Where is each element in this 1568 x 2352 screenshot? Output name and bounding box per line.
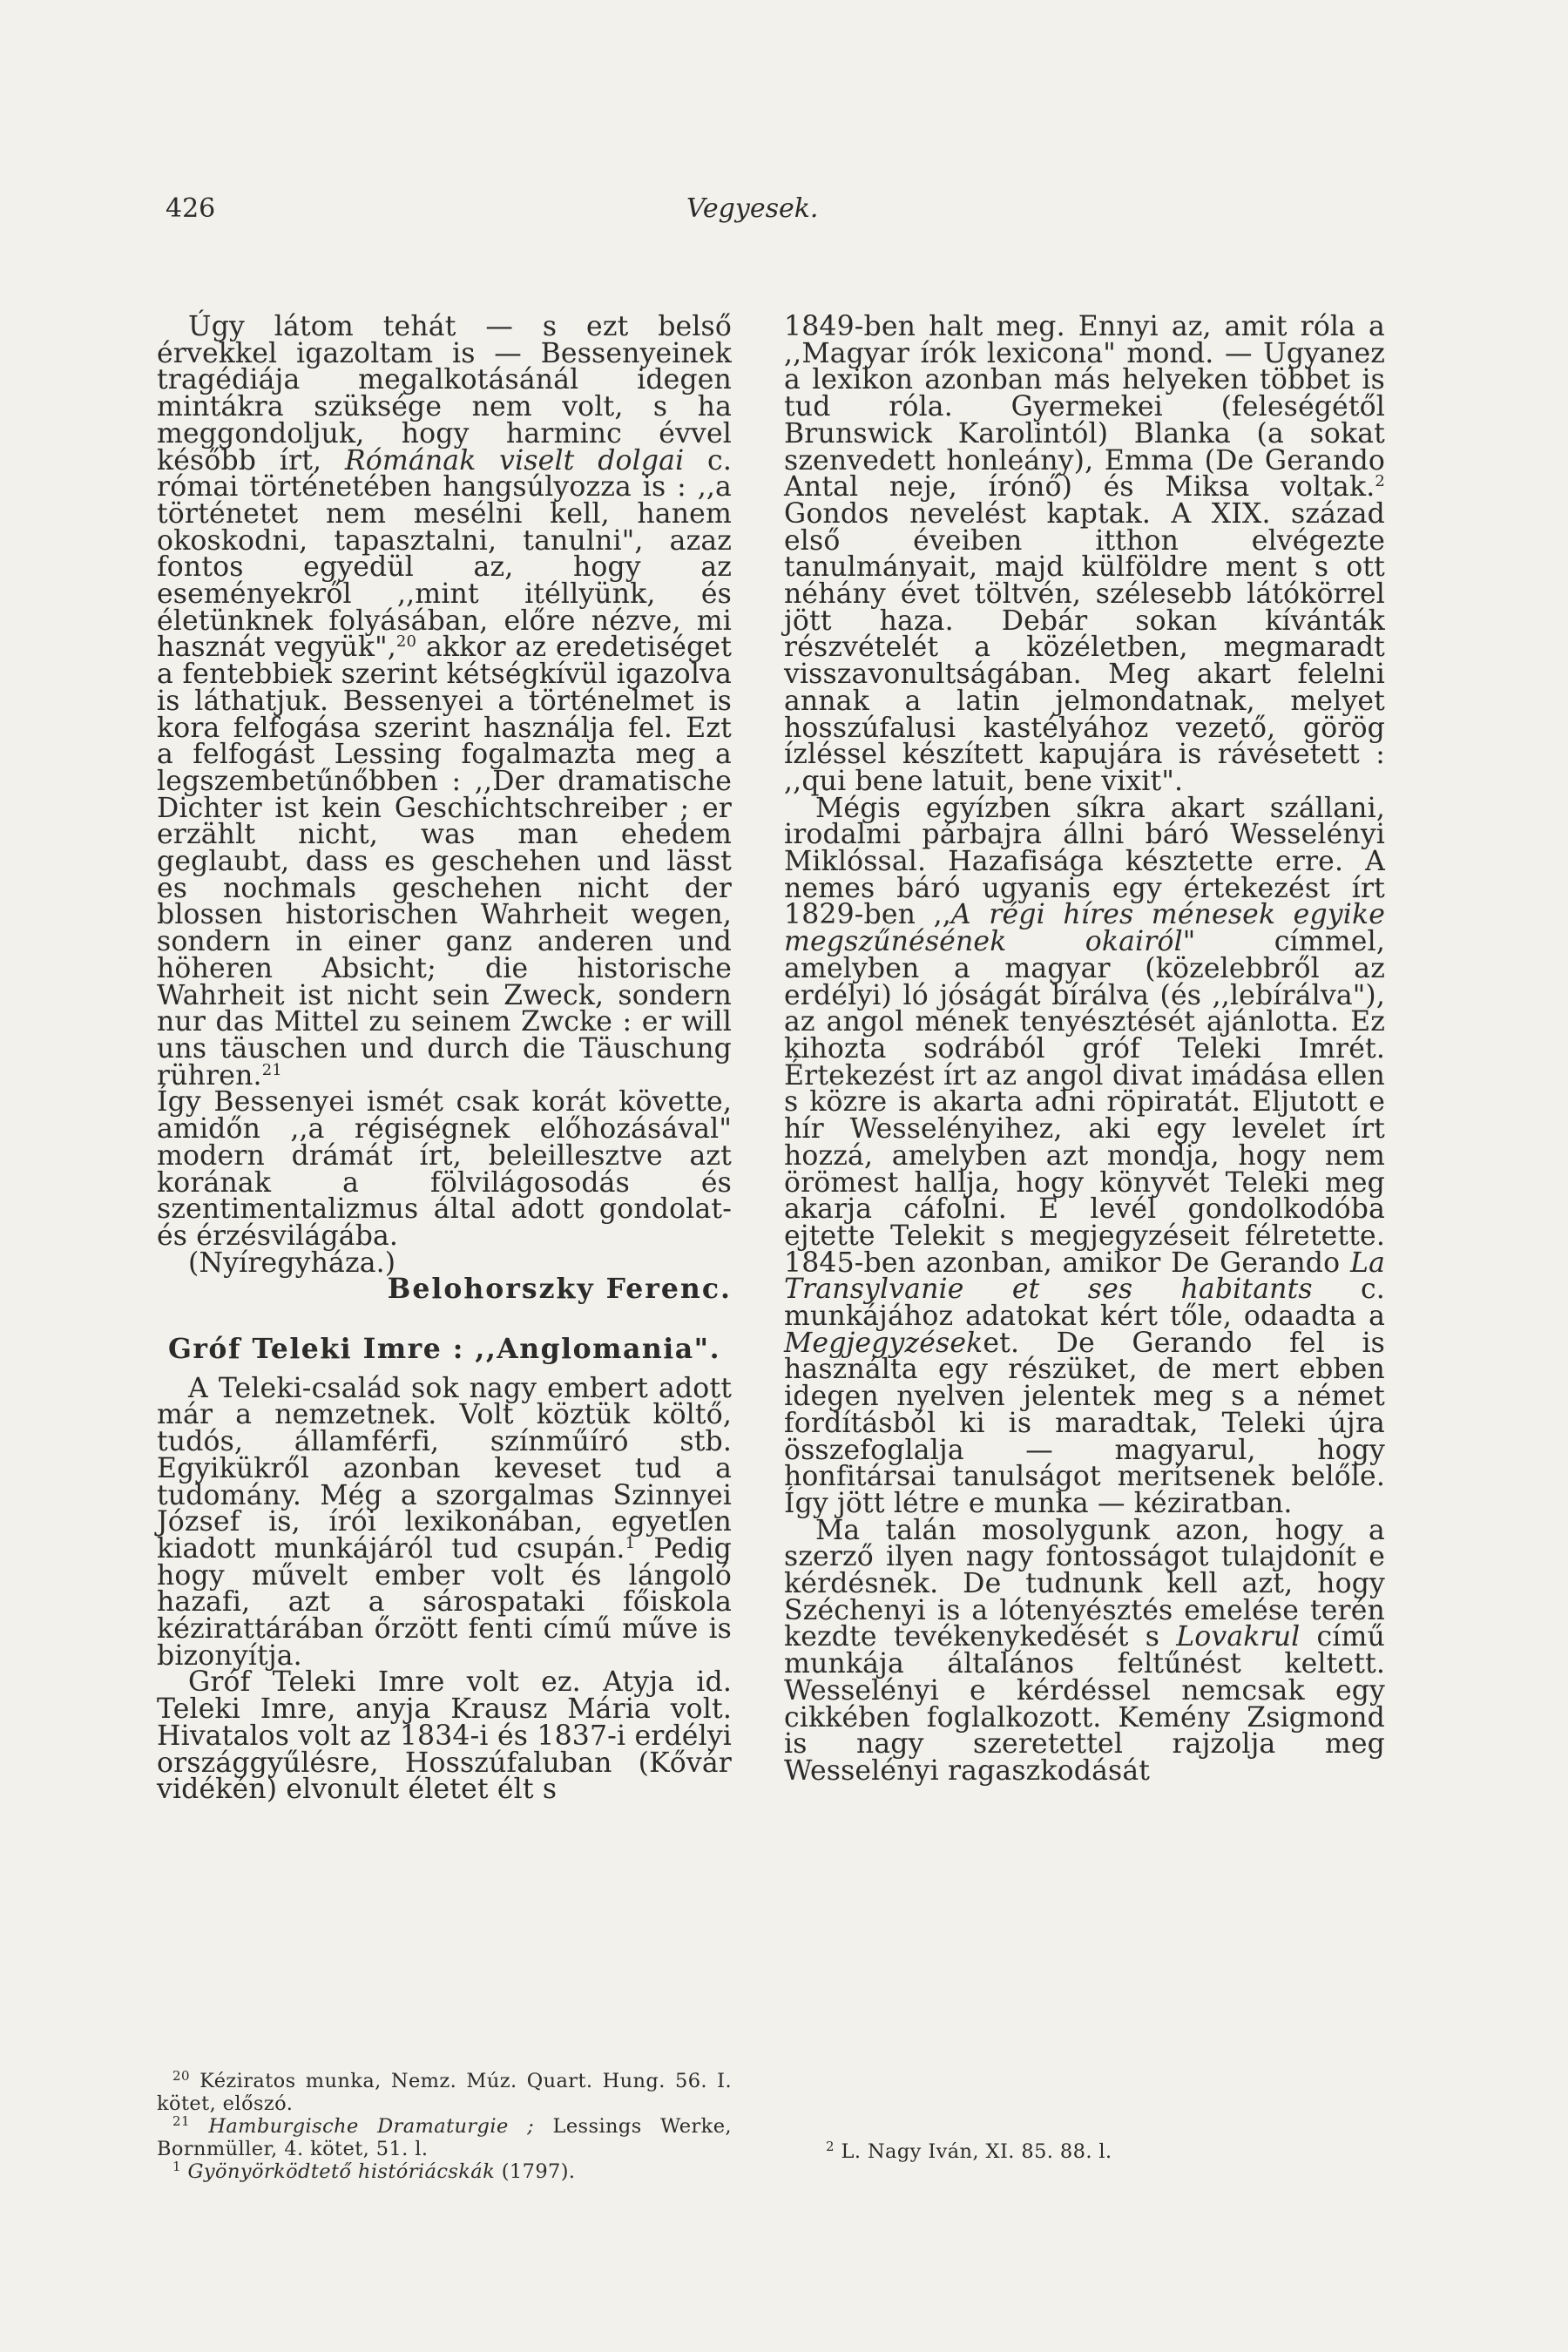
left-column	[157, 311, 733, 1806]
footnote-title: Gyönyörködtető históriácskák	[187, 2160, 496, 2183]
footnote-number: 2	[826, 2139, 835, 2154]
section-title: Gróf Teleki Imre : ,,Anglomania".	[167, 1333, 721, 1366]
text-segment: c. munkájához adatokat kért tőle, odaadta a	[784, 1274, 1385, 1333]
work-title: Lovakrul	[1176, 1621, 1301, 1653]
text-segment: 1849-ben halt meg. Ennyi az, amit róla a ,,Magyar írók lexicona" mond. — Ugyanez a lexikon azonban más helyeken többet is tud róla. Gyermekei (feleségétől Brunswick Karolintól) Blanka (a sokat szenvedett honleány), Emma (De Gerando Antal neje, írónő) és Miksa voltak.	[784, 311, 1385, 504]
text-segment: A Teleki-család sok nagy embert adott már a nemzetnek. Volt köztük költő, tudós, államférfi, színműíró stb. Egyikükről azonban keveset tud a tudomány. Még a szorgalmas Szinnyei József is, írói lexikonában, egyetlen kiadott munkájáról tud csupán.	[157, 1372, 732, 1565]
work-title: A régi híres ménesek egyike megszűnésének okairól	[784, 899, 1385, 958]
page-number: 426	[166, 193, 216, 224]
paragraph-bessenyei	[157, 311, 733, 1252]
footnote-text: Lessings Werke, Bornmüller, 4. kötet, 51. l.	[157, 2115, 732, 2160]
footnote-ref: 20	[395, 632, 417, 652]
paragraph-teleki-family	[157, 1372, 732, 1672]
text-segment: akkor az eredetiséget a fentebbiek szerint kétségkívül igazolva is láthatjuk. Bessenyei a történelmet is kora felfogása szerint használja fel. Ezt a felfogást Lessing fogalmazta meg a legszembetűnőbben : ,,Der dramatische Dichter ist kein Geschichtschreiber ; er erzählt nicht, was man ehedem geglaubt, dass es geschehen und lässt es nochmals geschehen nicht der blossen historischen Wahrheit wegen, sondern in einer ganz anderen und höheren Absicht; die historische Wahrheit ist nicht sein Zweck, sondern nur das Mittel zu seinem Zwcke : er will uns täuschen und durch die Täuschung rühren.	[157, 632, 733, 1092]
footnote-20	[157, 2070, 732, 2115]
paragraph-wesselenyi	[784, 792, 1385, 1519]
text-segment: et. De Gerando fel is használta egy részüket, de mert ebben idegen nyelven jelentek meg s a német fordításból ki is maradtak, Teleki újra összefoglalja — magyarul, hogy honfitársai tanulságot merítsenek belőle. Így jött létre e munka — kéziratban.	[784, 1327, 1385, 1519]
text-segment: c. római történetében hangsúlyozza is : ,,a történetet nem mesélni kell, hanem okoskodni, tapasztalni, tanulni", azaz fontos egyedül az, hogy az eseményekről ,,mint itéllyünk, és életünknek folyásában, előre nézve, mi hasznát vegyük",	[157, 444, 732, 664]
work-title: Rómának viselt dolgai	[344, 444, 685, 476]
right-column	[784, 311, 1385, 1787]
footnote-ref: 2	[1375, 472, 1385, 491]
footnote-text: (1797).	[501, 2160, 576, 2183]
footnote-2	[810, 2140, 1385, 2163]
paragraph-continued	[784, 311, 1385, 797]
text-segment: Ma talán mosolygunk azon, hogy a szerző ilyen nagy fontosságot tulajdonít e kérdésnek. De tudnunk kell azt, hogy Széchenyi is a lótenyésztés emelése terén kezdte tevékenykedését s	[784, 1514, 1385, 1653]
text-segment: című munkája általános feltűnést keltett. Wesselényi e kérdéssel nemcsak egy cikkében foglalkozott. Kemény Zsigmond is nagy szeretettel rajzolja meg Wesselényi ragaszkodását	[784, 1621, 1385, 1787]
footnote-21	[157, 2115, 732, 2160]
work-title: Megjegyzések	[784, 1327, 983, 1359]
text-segment: " címmel, amelyben a magyar (közelebbről az erdélyi) ló jóságát bírálva (és ,,lebírálva"), az angol mének tenyésztését ajánlotta. Ez kihozta sodrából gróf Teleki Imrét. Értekezést írt az angol divat imádása ellen s közre is akarta adni röpiratát. Eljutott e hír Wesselényihez, aki egy levelet írt hozzá, amelyben azt mondja, hogy nem örömest hallja, hogy könyvét Teleki meg akarja cáfolni. E levél gondolkodóba ejtette Telekit s megjegyzéseit félretette. 1845-ben azonban, amikor De Gerando	[784, 926, 1385, 1279]
paragraph-szechenyi	[784, 1514, 1385, 1787]
text-segment: Pedig hogy művelt ember volt és lángoló hazafi, azt a sárospataki főiskola kézirattárában őrzött fenti című műve is bizonyítja.	[157, 1532, 732, 1672]
footnote-text: Kéziratos munka, Nemz. Múz. Quart. Hung. 56. I. kötet, előszó.	[157, 2070, 732, 2115]
footnotes-left	[157, 2070, 732, 2183]
footnote-number: 21	[172, 2113, 190, 2129]
running-head: Vegyesek.	[686, 193, 819, 224]
footnote-text: L. Nagy Iván, XI. 85. 88. l.	[841, 2140, 1112, 2163]
place-line: (Nyíregyháza.)	[188, 1247, 396, 1279]
author-signature: Belohorszky Ferenc.	[387, 1273, 732, 1306]
footnote-ref: 1	[625, 1533, 636, 1552]
footnote-ref: 21	[261, 1060, 282, 1079]
footnote-number: 20	[172, 2068, 190, 2084]
text-segment: Mégis egyízben síkra akart szállani, irodalmi párbajra állni báró Wesselényi Miklóssal. Hazafisága késztette erre. A nemes báró ugyanis egy értekezést írt 1829-ben ,,	[784, 792, 1385, 931]
text-segment: Így Bessenyei ismét csak korát követte, amidőn ,,a régiségnek előhozásával" modern drámát írt, beleillesztve azt korának a fölvilágosodás és szentimentalizmus által adott gondolat- és érzésvilágába.	[157, 1086, 732, 1252]
text-segment: Gondos nevelést kaptak. A XIX. század első éveiben itthon elvégezte tanulmányait, majd külföldre ment s ott néhány évet töltvén, szélesebb látókörrel jött haza. Debár sokan kívánták részvételét a közéletben, megmaradt visszavonultságában. Meg akart felelni annak a latin jelmondatnak, melyet hosszúfalusi kastélyához vezető, görög ízléssel készített kapujára is rávésetett : ,,qui bene latuit, bene vixit".	[784, 497, 1385, 797]
page-header	[0, 193, 1568, 228]
footnotes-right	[810, 2140, 1385, 2163]
footnote-1	[157, 2160, 732, 2183]
text-segment: Úgy látom tehát — s ezt belső érvekkel igazoltam is — Bessenyeinek tragédiája megalkotásánál idegen mintákra szüksége nem volt, s ha meggondoljuk, hogy harminc évvel később írt,	[157, 311, 732, 476]
footnote-number: 1	[172, 2159, 181, 2174]
paragraph-teleki-imre: Gróf Teleki Imre volt ez. Atyja id. Teleki Imre, anyja Krausz Mária volt. Hivatalos volt az 1834-i és 1837-i erdélyi országgyűlésre, Hosszúfaluban (Kővár vidékén) elvonult életet élt s	[157, 1666, 732, 1806]
work-title: La Transylvanie et ses habitants	[784, 1247, 1385, 1306]
footnote-title: Hamburgische Dramaturgie ;	[208, 2115, 535, 2138]
